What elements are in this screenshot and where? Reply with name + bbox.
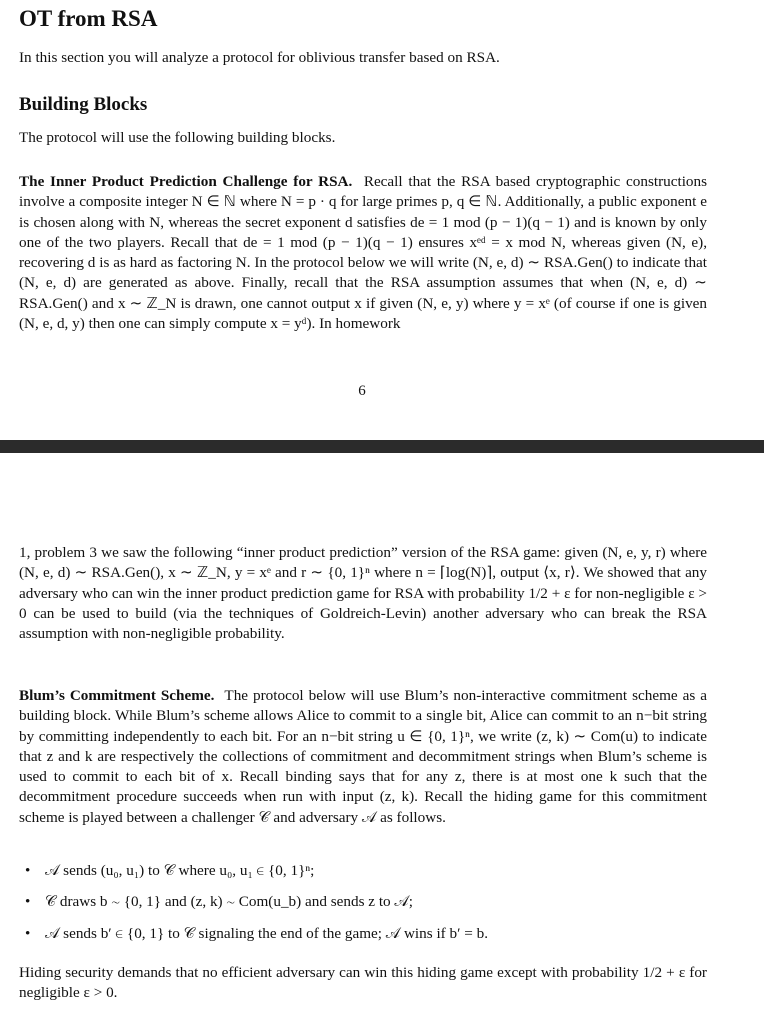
continuation-paragraph: 1, problem 3 we saw the following “inner product prediction” version of the RSA game: given (N, e, y, r) where (N, e, d) ∼ RSA.Gen(), x ∼ ℤ_N, y = xᵉ and r ∼ {0, 1}ⁿ where n = ⌈log(N)⌉, output ⟨x, r⟩. We showed that any adversary who can win the inner product prediction game for RSA with probability 1/2 + ε for non-negligible ε > 0 can be used to build (via the techniques of Goldreich-Levin) another adversary who can break the RSA assumption with non-negligible probability. <box>19 544 707 643</box>
bullet-icon: • <box>25 862 31 879</box>
bullet-icon: • <box>25 924 31 942</box>
section-title: OT from RSA <box>19 6 158 31</box>
inner-product-paragraph <box>19 172 707 334</box>
page-number: 6 <box>358 383 366 399</box>
paragraph-heading: Blum’s Commitment Scheme. <box>19 687 215 704</box>
paragraph-body: The protocol below will use Blum’s non-interactive commitment scheme as a building block. While Blum’s scheme allows Alice to commit to a single bit, Alice can commit to an n−bit string by committing independently to each bit. For an n−bit string u ∈ {0, 1}ⁿ, we write (z, k) ∼ Com(u) to indicate that z and k are respectively the collections of commitment and decommitment strings when Blum’s scheme is used to commit to each bit of x. Recall binding says that for any z, there is at most one k such that the decommitment procedure succeeds when run with input (z, k). Recall the hiding game for this commitment scheme is played between a challenger 𝒞 and adversary 𝒜 as follows. <box>19 687 708 826</box>
document-page-2 <box>0 453 764 1024</box>
list-item: • 𝒜 sends b′ ∈ {0, 1} to 𝒞 signaling the end of the game; 𝒜 wins if b′ = b. <box>19 924 707 944</box>
document-page-1 <box>0 0 764 440</box>
bullet-icon: • <box>25 893 31 911</box>
intro-paragraph: In this section you will analyze a protocol for oblivious transfer based on RSA. <box>19 49 500 66</box>
list-item: • 𝒜 sends (u₀, u₁) to 𝒞 where u₀, u₁ ∈ {0, 1}ⁿ; <box>19 861 707 881</box>
building-blocks-text: The protocol will use the following building blocks. <box>19 129 336 146</box>
hiding-security-paragraph: Hiding security demands that no efficient adversary can win this hiding game except with probability 1/2 + ε for negligible ε > 0. <box>19 964 707 1002</box>
blum-commitment-paragraph <box>19 686 707 828</box>
paragraph-body: Recall that the RSA based cryptographic constructions involve a composite integer N ∈ ℕ where N = p · q for large primes p, q ∈ ℕ. Additionally, a public exponent e is chosen along with N, whereas the secret exponent d satisfies de = 1 mod (p − 1)(q − 1) and is known by only one of the two players. Recall that de = 1 mod (p − 1)(q − 1) ensures xᵉᵈ = x mod N, whereas given (N, e), recovering d is as hard as factoring N. In the protocol below we will write (N, e, d) ∼ RSA.Gen() to indicate that (N, e, d) are generated as above. Finally, recall that the RSA assumption assumes that when (N, e, d) ∼ RSA.Gen() and x ∼ ℤ_N is drawn, one cannot output x if given (N, e, y) where y = xᵉ (of course if one is given (N, e, d, y) then one can simply compute x = yᵈ). In homework <box>19 173 708 333</box>
page-separator <box>0 440 764 453</box>
hiding-game-steps <box>19 861 707 955</box>
list-item: • 𝒞 draws b ∼ {0, 1} and (z, k) ∼ Com(u_b) and sends z to 𝒜; <box>19 892 707 912</box>
subsection-title: Building Blocks <box>19 94 148 115</box>
paragraph-heading: The Inner Product Prediction Challenge for RSA. <box>19 173 353 190</box>
